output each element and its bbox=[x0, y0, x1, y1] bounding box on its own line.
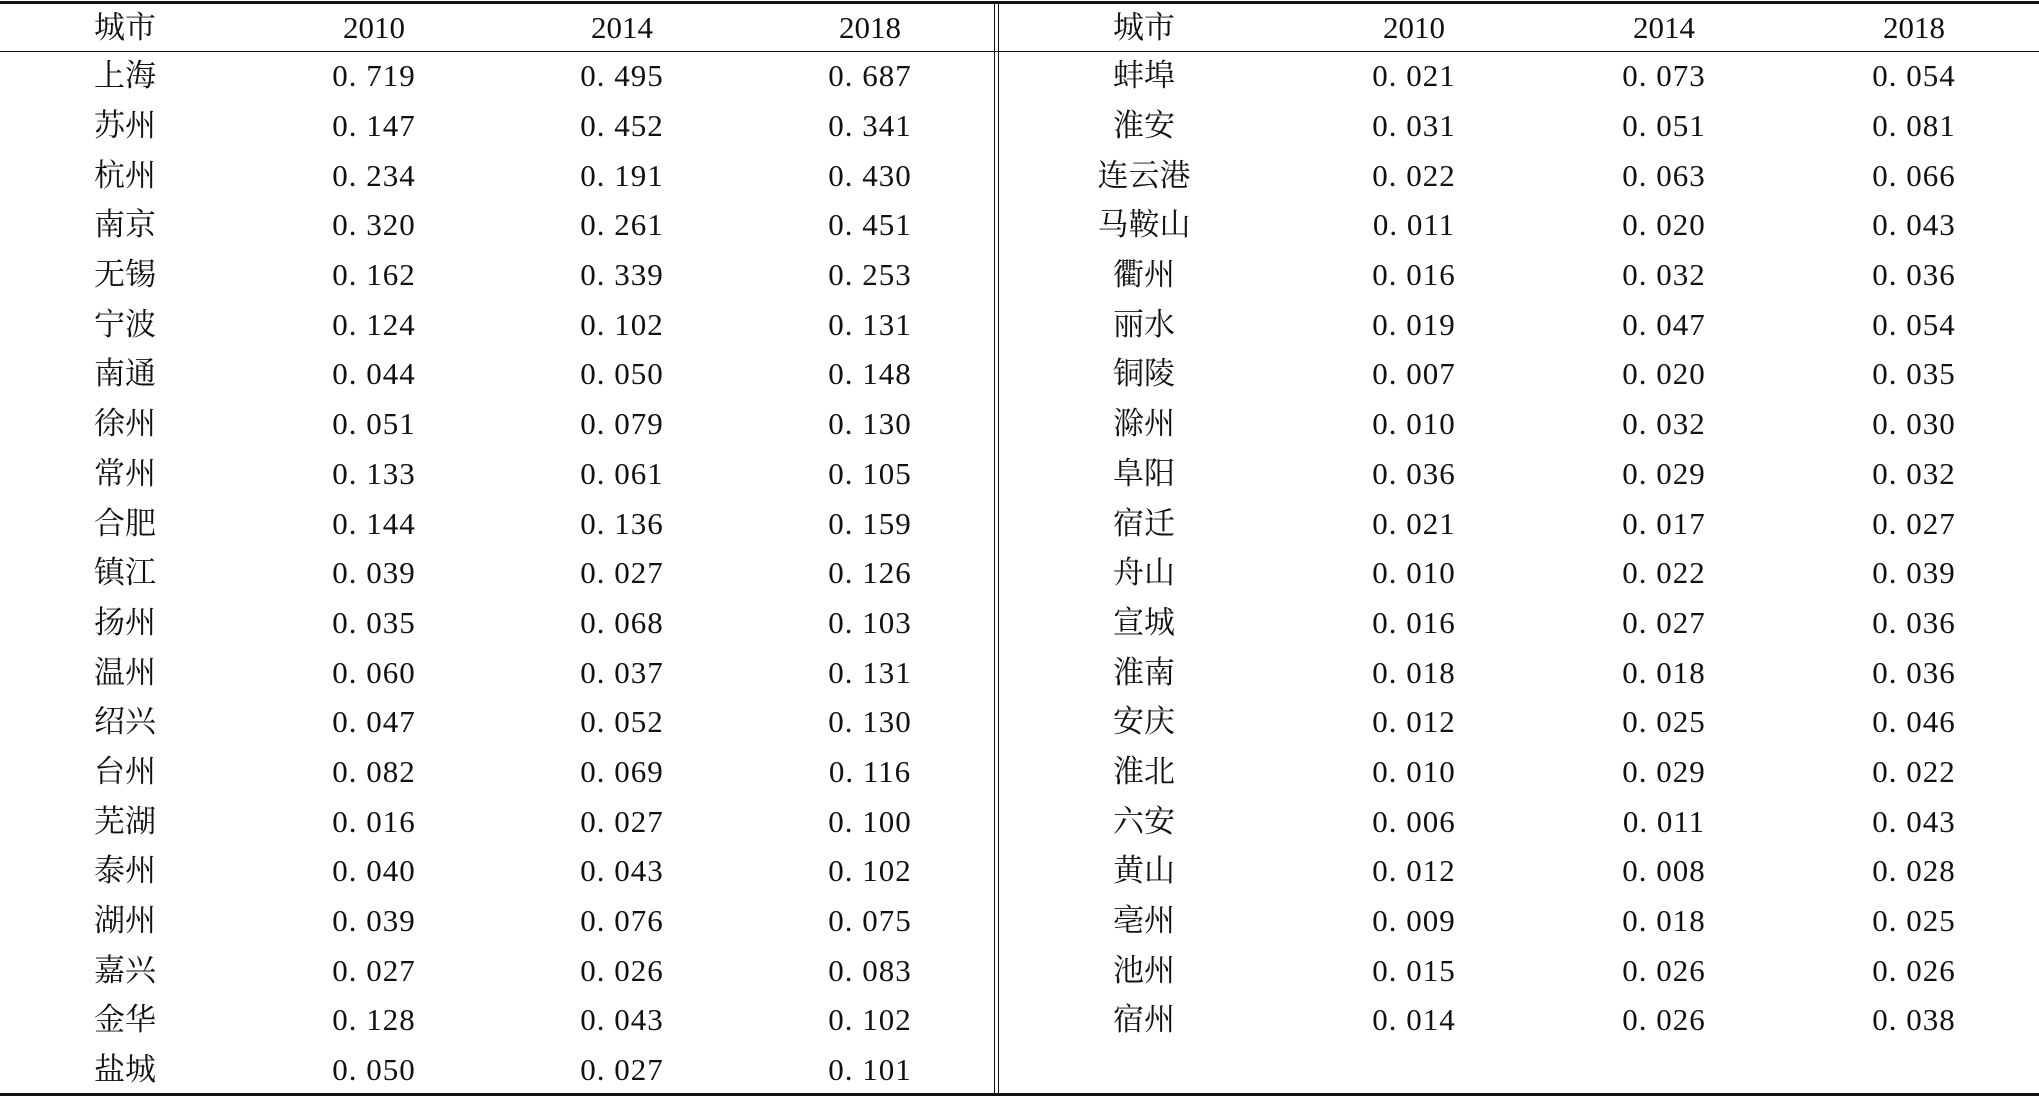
cell-2018: 0. 054 bbox=[1872, 58, 1956, 94]
cell-2018 bbox=[1789, 1045, 2039, 1095]
cell-city: 嘉兴 bbox=[94, 952, 156, 988]
cell-2018: 0. 687 bbox=[828, 58, 912, 94]
cell-2018: 0. 022 bbox=[1872, 753, 1956, 789]
cell-city: 淮北 bbox=[1113, 753, 1175, 789]
cell-2018: 0. 036 bbox=[1872, 604, 1956, 640]
cell-2014: 0. 452 bbox=[580, 108, 664, 144]
cell-2018: 0. 451 bbox=[828, 207, 912, 243]
cell-2014: 0. 026 bbox=[1622, 952, 1706, 988]
header-city: 城市 bbox=[1113, 10, 1175, 45]
cell-city: 南京 bbox=[94, 207, 156, 243]
header-2018: 2018 bbox=[1883, 10, 1945, 45]
cell-2010: 0. 035 bbox=[332, 604, 416, 640]
cell-2014: 0. 043 bbox=[580, 1002, 664, 1038]
cell-2014: 0. 037 bbox=[580, 654, 664, 690]
cell-2010: 0. 021 bbox=[1372, 58, 1456, 94]
cell-2018: 0. 130 bbox=[828, 704, 912, 740]
cell-2010: 0. 019 bbox=[1372, 306, 1456, 342]
cell-city: 台州 bbox=[94, 753, 156, 789]
cell-city: 宿州 bbox=[1113, 1002, 1175, 1038]
cell-2010: 0. 015 bbox=[1372, 952, 1456, 988]
cell-2010: 0. 031 bbox=[1372, 108, 1456, 144]
cell-2010: 0. 016 bbox=[1372, 604, 1456, 640]
cell-2014: 0. 018 bbox=[1622, 903, 1706, 939]
cell-2018: 0. 027 bbox=[1872, 505, 1956, 541]
cell-2010: 0. 022 bbox=[1372, 157, 1456, 193]
cell-city: 合肥 bbox=[94, 505, 156, 541]
table-row bbox=[999, 945, 2039, 995]
cell-2018: 0. 148 bbox=[828, 356, 912, 392]
cell-2010: 0. 044 bbox=[332, 356, 416, 392]
cell-city: 连云港 bbox=[1097, 157, 1191, 193]
cell-2010: 0. 006 bbox=[1372, 803, 1456, 839]
cell-2018: 0. 036 bbox=[1872, 257, 1956, 293]
cell-city: 宿迁 bbox=[1113, 505, 1175, 541]
cell-2018: 0. 025 bbox=[1872, 903, 1956, 939]
cell-2010: 0. 009 bbox=[1372, 903, 1456, 939]
cell-2010: 0. 128 bbox=[332, 1002, 416, 1038]
cell-2014: 0. 032 bbox=[1622, 406, 1706, 442]
table-row bbox=[999, 101, 2039, 151]
cell-2014: 0. 032 bbox=[1622, 257, 1706, 293]
cell-2018: 0. 100 bbox=[828, 803, 912, 839]
cell-2018: 0. 028 bbox=[1872, 853, 1956, 889]
table-row bbox=[999, 747, 2039, 797]
cell-city: 镇江 bbox=[94, 555, 156, 591]
header-row bbox=[999, 4, 2039, 51]
cell-city: 阜阳 bbox=[1113, 455, 1175, 491]
cell-2014: 0. 261 bbox=[580, 207, 664, 243]
table-row bbox=[999, 200, 2039, 250]
cell-2010: 0. 036 bbox=[1372, 455, 1456, 491]
cell-2010: 0. 007 bbox=[1372, 356, 1456, 392]
cell-city: 宣城 bbox=[1113, 604, 1175, 640]
cell-2014: 0. 027 bbox=[580, 555, 664, 591]
cell-city: 蚌埠 bbox=[1113, 58, 1175, 94]
cell-2010: 0. 320 bbox=[332, 207, 416, 243]
table-row bbox=[0, 200, 994, 250]
cell-2018: 0. 083 bbox=[828, 952, 912, 988]
table-row bbox=[999, 548, 2039, 598]
table-row bbox=[999, 399, 2039, 449]
cell-2014: 0. 027 bbox=[580, 1052, 664, 1088]
cell-city: 泰州 bbox=[94, 853, 156, 889]
cell-city: 黄山 bbox=[1113, 853, 1175, 889]
table-row bbox=[0, 150, 994, 200]
cell-2010: 0. 011 bbox=[1372, 207, 1456, 243]
cell-2018: 0. 038 bbox=[1872, 1002, 1956, 1038]
cell-2010: 0. 050 bbox=[332, 1052, 416, 1088]
table-row bbox=[0, 51, 994, 101]
cell-2014: 0. 043 bbox=[580, 853, 664, 889]
header-row bbox=[0, 4, 994, 51]
table-row bbox=[0, 697, 994, 747]
header-2010: 2010 bbox=[1383, 10, 1445, 45]
cell-2014: 0. 063 bbox=[1622, 157, 1706, 193]
cell-2010: 0. 060 bbox=[332, 654, 416, 690]
cell-2014: 0. 025 bbox=[1622, 704, 1706, 740]
table-row bbox=[0, 498, 994, 548]
cell-2018: 0. 026 bbox=[1872, 952, 1956, 988]
table-row bbox=[999, 498, 2039, 548]
table-row bbox=[0, 349, 994, 399]
table-row bbox=[999, 896, 2039, 946]
cell-2018: 0. 030 bbox=[1872, 406, 1956, 442]
header-2014: 2014 bbox=[591, 10, 653, 45]
table-row bbox=[0, 399, 994, 449]
cell-2014 bbox=[1539, 1045, 1789, 1095]
cell-2010: 0. 010 bbox=[1372, 555, 1456, 591]
cell-2018: 0. 101 bbox=[828, 1052, 912, 1088]
center-divider-line bbox=[994, 4, 995, 1093]
cell-2010: 0. 133 bbox=[332, 455, 416, 491]
cell-city: 六安 bbox=[1113, 803, 1175, 839]
cell-city bbox=[999, 1045, 1289, 1095]
cell-city: 亳州 bbox=[1113, 903, 1175, 939]
cell-2014: 0. 052 bbox=[580, 704, 664, 740]
table-row bbox=[999, 250, 2039, 300]
cell-2014: 0. 020 bbox=[1622, 356, 1706, 392]
cell-city: 丽水 bbox=[1113, 306, 1175, 342]
cell-2014: 0. 022 bbox=[1622, 555, 1706, 591]
cell-2010: 0. 010 bbox=[1372, 406, 1456, 442]
table-row bbox=[0, 548, 994, 598]
cell-city: 湖州 bbox=[94, 903, 156, 939]
table-row bbox=[0, 945, 994, 995]
cell-2014: 0. 047 bbox=[1622, 306, 1706, 342]
cell-city: 滁州 bbox=[1113, 406, 1175, 442]
header-2018: 2018 bbox=[839, 10, 901, 45]
cell-2018: 0. 131 bbox=[828, 306, 912, 342]
cell-city: 宁波 bbox=[94, 306, 156, 342]
table-row bbox=[999, 449, 2039, 499]
cell-2014: 0. 029 bbox=[1622, 455, 1706, 491]
cell-2010: 0. 010 bbox=[1372, 753, 1456, 789]
cell-2014: 0. 079 bbox=[580, 406, 664, 442]
cell-2014: 0. 026 bbox=[580, 952, 664, 988]
cell-2018: 0. 253 bbox=[828, 257, 912, 293]
cell-2014: 0. 018 bbox=[1622, 654, 1706, 690]
cell-2010: 0. 147 bbox=[332, 108, 416, 144]
cell-2018: 0. 032 bbox=[1872, 455, 1956, 491]
table-row bbox=[0, 896, 994, 946]
cell-2018: 0. 054 bbox=[1872, 306, 1956, 342]
cell-2010: 0. 082 bbox=[332, 753, 416, 789]
table-row bbox=[999, 1045, 2039, 1095]
cell-2010: 0. 719 bbox=[332, 58, 416, 94]
cell-2014: 0. 026 bbox=[1622, 1002, 1706, 1038]
cell-2018: 0. 103 bbox=[828, 604, 912, 640]
cell-2014: 0. 027 bbox=[580, 803, 664, 839]
table-row bbox=[999, 349, 2039, 399]
cell-city: 芜湖 bbox=[94, 803, 156, 839]
cell-2018: 0. 131 bbox=[828, 654, 912, 690]
cell-2014: 0. 051 bbox=[1622, 108, 1706, 144]
cell-2014: 0. 068 bbox=[580, 604, 664, 640]
cell-2010: 0. 162 bbox=[332, 257, 416, 293]
cell-2014: 0. 061 bbox=[580, 455, 664, 491]
cell-2018: 0. 126 bbox=[828, 555, 912, 591]
table-row bbox=[0, 846, 994, 896]
cell-2018: 0. 035 bbox=[1872, 356, 1956, 392]
table-row bbox=[999, 995, 2039, 1045]
cell-2014: 0. 020 bbox=[1622, 207, 1706, 243]
cell-2010: 0. 047 bbox=[332, 704, 416, 740]
cell-2018: 0. 046 bbox=[1872, 704, 1956, 740]
table-row bbox=[999, 598, 2039, 648]
right-table bbox=[999, 4, 2039, 1094]
table-row bbox=[0, 101, 994, 151]
cell-2018: 0. 430 bbox=[828, 157, 912, 193]
cell-city: 衢州 bbox=[1113, 257, 1175, 293]
table-row bbox=[0, 747, 994, 797]
cell-2018: 0. 043 bbox=[1872, 207, 1956, 243]
cell-2010: 0. 051 bbox=[332, 406, 416, 442]
table-row bbox=[0, 299, 994, 349]
table-row bbox=[999, 796, 2039, 846]
cell-city: 苏州 bbox=[94, 108, 156, 144]
cell-city: 温州 bbox=[94, 654, 156, 690]
cell-2014: 0. 011 bbox=[1622, 803, 1706, 839]
cell-2014: 0. 069 bbox=[580, 753, 664, 789]
cell-city: 淮南 bbox=[1113, 654, 1175, 690]
cell-2014: 0. 017 bbox=[1622, 505, 1706, 541]
cell-2018: 0. 341 bbox=[828, 108, 912, 144]
cell-2014: 0. 027 bbox=[1622, 604, 1706, 640]
cell-city: 徐州 bbox=[94, 406, 156, 442]
cell-2010 bbox=[1289, 1045, 1539, 1095]
cell-city: 安庆 bbox=[1113, 704, 1175, 740]
cell-2014: 0. 050 bbox=[580, 356, 664, 392]
cell-2018: 0. 102 bbox=[828, 853, 912, 889]
cell-2018: 0. 159 bbox=[828, 505, 912, 541]
cell-2010: 0. 014 bbox=[1372, 1002, 1456, 1038]
table-row bbox=[999, 299, 2039, 349]
cell-2018: 0. 102 bbox=[828, 1002, 912, 1038]
cell-2010: 0. 144 bbox=[332, 505, 416, 541]
table-row bbox=[0, 449, 994, 499]
table-row bbox=[999, 697, 2039, 747]
cell-2018: 0. 036 bbox=[1872, 654, 1956, 690]
header-2014: 2014 bbox=[1633, 10, 1695, 45]
table-row bbox=[0, 250, 994, 300]
cell-2014: 0. 191 bbox=[580, 157, 664, 193]
cell-2010: 0. 012 bbox=[1372, 704, 1456, 740]
cell-2010: 0. 021 bbox=[1372, 505, 1456, 541]
cell-2014: 0. 136 bbox=[580, 505, 664, 541]
cell-city: 马鞍山 bbox=[1097, 207, 1191, 243]
cell-city: 南通 bbox=[94, 356, 156, 392]
table-row bbox=[999, 51, 2039, 101]
cell-2014: 0. 495 bbox=[580, 58, 664, 94]
cell-2018: 0. 043 bbox=[1872, 803, 1956, 839]
cell-2010: 0. 124 bbox=[332, 306, 416, 342]
table-row bbox=[999, 150, 2039, 200]
table-row bbox=[0, 1045, 994, 1095]
cell-2014: 0. 008 bbox=[1622, 853, 1706, 889]
header-city: 城市 bbox=[94, 10, 156, 45]
cell-2018: 0. 105 bbox=[828, 455, 912, 491]
cell-2018: 0. 075 bbox=[828, 903, 912, 939]
cell-2018: 0. 081 bbox=[1872, 108, 1956, 144]
cell-2010: 0. 027 bbox=[332, 952, 416, 988]
cell-2014: 0. 102 bbox=[580, 306, 664, 342]
cell-2018: 0. 116 bbox=[828, 753, 912, 789]
cell-2010: 0. 016 bbox=[1372, 257, 1456, 293]
table-row bbox=[0, 796, 994, 846]
cell-2010: 0. 234 bbox=[332, 157, 416, 193]
cell-city: 常州 bbox=[94, 455, 156, 491]
cell-2010: 0. 040 bbox=[332, 853, 416, 889]
cell-city: 舟山 bbox=[1113, 555, 1175, 591]
cell-city: 金华 bbox=[94, 1002, 156, 1038]
cell-2010: 0. 039 bbox=[332, 555, 416, 591]
cell-2018: 0. 039 bbox=[1872, 555, 1956, 591]
cell-city: 扬州 bbox=[94, 604, 156, 640]
cell-2010: 0. 012 bbox=[1372, 853, 1456, 889]
table-row bbox=[0, 647, 994, 697]
cell-2010: 0. 018 bbox=[1372, 654, 1456, 690]
cell-city: 杭州 bbox=[94, 157, 156, 193]
cell-city: 上海 bbox=[94, 58, 156, 94]
cell-2018: 0. 066 bbox=[1872, 157, 1956, 193]
cell-city: 盐城 bbox=[94, 1052, 156, 1088]
cell-city: 池州 bbox=[1113, 952, 1175, 988]
cell-2014: 0. 076 bbox=[580, 903, 664, 939]
cell-2010: 0. 039 bbox=[332, 903, 416, 939]
left-table bbox=[0, 4, 994, 1094]
header-2010: 2010 bbox=[343, 10, 405, 45]
cell-city: 绍兴 bbox=[94, 704, 156, 740]
table-row bbox=[999, 846, 2039, 896]
table-row bbox=[0, 995, 994, 1045]
cell-2010: 0. 016 bbox=[332, 803, 416, 839]
cell-2014: 0. 029 bbox=[1622, 753, 1706, 789]
cell-2018: 0. 130 bbox=[828, 406, 912, 442]
cell-city: 淮安 bbox=[1113, 108, 1175, 144]
table-row bbox=[999, 647, 2039, 697]
cell-2014: 0. 339 bbox=[580, 257, 664, 293]
cell-city: 铜陵 bbox=[1113, 356, 1175, 392]
cell-2014: 0. 073 bbox=[1622, 58, 1706, 94]
table-row bbox=[0, 598, 994, 648]
cell-city: 无锡 bbox=[94, 257, 156, 293]
